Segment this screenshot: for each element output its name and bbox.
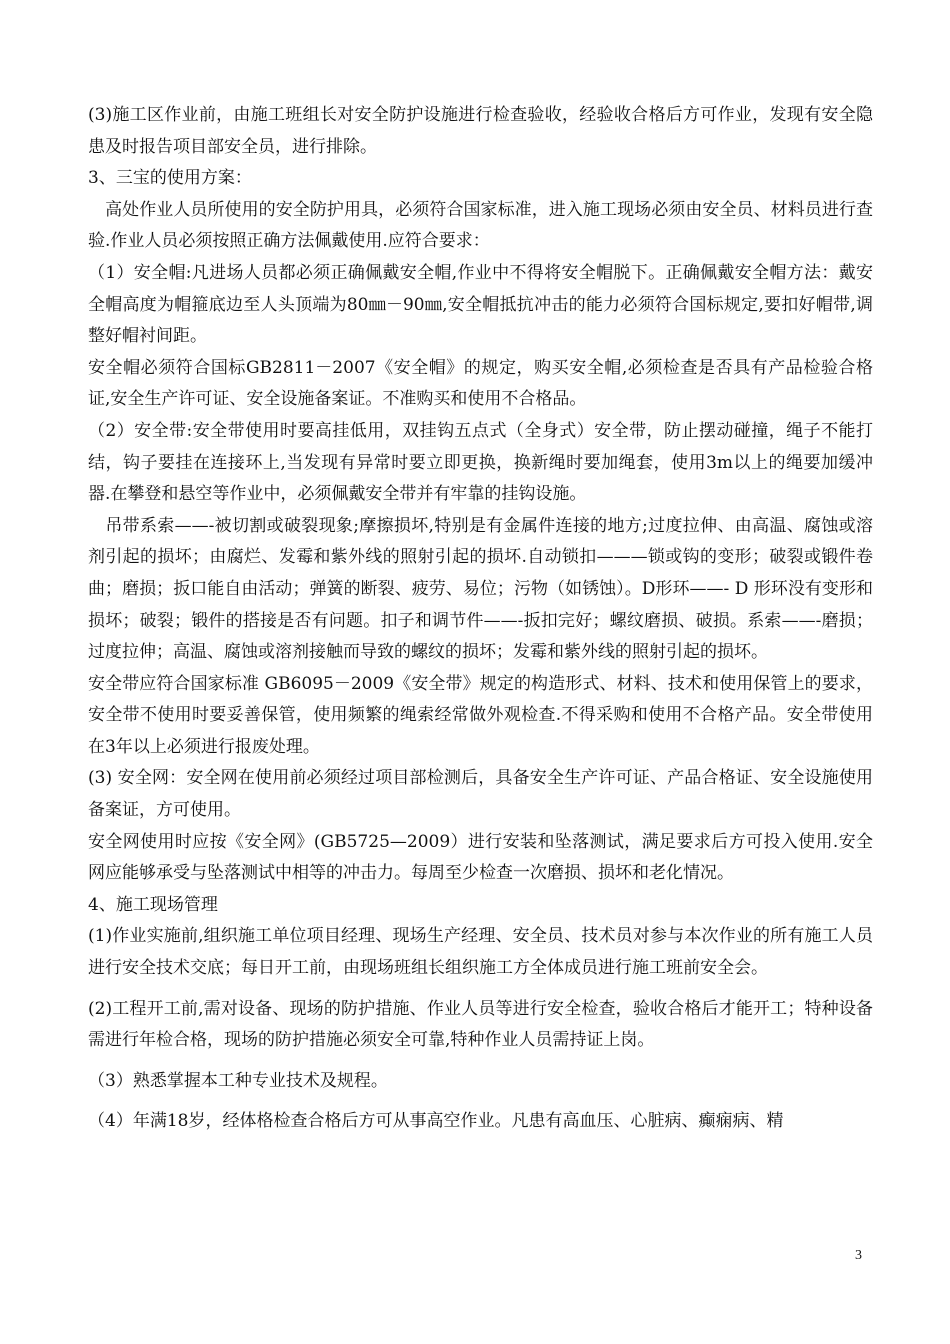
paragraph-safety-belt: （2）安全带:安全带使用时要高挂低用，双挂钩五点式（全身式）安全带，防止摆动碰撞，绳子不能打结，钩子要挂在连接环上,当发现有异常时要立即更换，换新绳时要加绳套，使用3m以上的绳要加缓冲器.在攀登和悬空等作业中，必须佩戴安全带并有牢靠的挂钩设施。 — [88, 420, 873, 505]
paragraph-helmet-standard: 安全帽必须符合国标GB2811－2007《安全帽》的规定，购买安全帽,必须检查是否具有产品检验合格证,安全生产许可证、安全设施备案证。不准购买和使用不合格品。 — [88, 357, 873, 410]
paragraph-master-skills: （3）熟悉掌握本工种专业技术及规程。 — [88, 1070, 388, 1091]
section-heading-three-treasures: 3、三宝的使用方案： — [88, 168, 252, 189]
document-body — [88, 100, 873, 1138]
paragraph-safety-helmet: （1）安全帽:凡进场人员都必须正确佩戴安全帽,作业中不得将安全帽脱下。正确佩戴安全帽方法：戴安全帽高度为帽箍底边至人头顶端为80㎜－90㎜,安全帽抵抗冲击的能力必须符合国标规定,要扣好帽带,调整好帽衬间距。 — [88, 262, 873, 347]
paragraph-net-testing: 安全网使用时应按《安全网》(GB5725—2009）进行安装和坠落测试，满足要求后方可投入使用.安全网应能够承受与坠落测试中相等的冲击力。每周至少检查一次磨损、损坏和老化情况。 — [88, 831, 873, 884]
paragraph-protective-equipment: 高处作业人员所使用的安全防护用具，必须符合国家标准，进入施工现场必须由安全员、材料员进行查验.作业人员必须按照正确方法佩戴使用.应符合要求： — [88, 199, 873, 252]
paragraph-belt-inspection: 吊带系索——-被切割或破裂现象;摩擦损坏,特别是有金属件连接的地方;过度拉伸、由高温、腐蚀或溶剂引起的损坏；由腐烂、发霉和紫外线的照射引起的损坏.自动锁扣———锁或钩的变形；破裂或锻件卷曲；磨损；扳口能自由活动；弹簧的断裂、疲劳、易位；污物（如锈蚀）。D形环——- D 形环没有变形和损坏；破裂；锻件的搭接是否有问题。扣子和调节件——-扳扣完好；螺纹磨损、破损。系索——-磨损；过度拉伸；高温、腐蚀或溶剂接触而导致的螺纹的损坏；发霉和紫外线的照射引起的损坏。 — [88, 515, 873, 663]
page-number: 3 — [855, 1248, 862, 1263]
paragraph-belt-standard: 安全带应符合国家标准 GB6095－2009《安全带》规定的构造形式、材料、技术和使用保管上的要求，安全带不使用时要妥善保管，使用频繁的绳索经常做外观检查.不得采购和使用不合格产品。安全带使用在3年以上必须进行报废处理。 — [88, 673, 873, 757]
paragraph-technical-briefing: (1)作业实施前,组织施工单位项目经理、现场生产经理、安全员、技术员对参与本次作业的所有施工人员进行安全技术交底；每日开工前，由现场班组长组织施工方全体成员进行施工班前安全会。 — [88, 926, 873, 979]
paragraph-pre-start-check: (2)工程开工前,需对设备、现场的防护措施、作业人员等进行安全检查，验收合格后才能开工；特种设备需进行年检合格，现场的防护措施必须安全可靠,特种作业人员需持证上岗。 — [88, 998, 873, 1051]
paragraph-safety-net: (3) 安全网：安全网在使用前必须经过项目部检测后，具备安全生产许可证、产品合格证、安全设施使用备案证，方可使用。 — [88, 768, 873, 821]
paragraph-age-health: （4）年满18岁，经体格检查合格后方可从事高空作业。凡患有高血压、心脏病、癫痫病、精 — [88, 1111, 784, 1132]
section-heading-site-management: 4、施工现场管理 — [88, 894, 218, 915]
paragraph-inspection-acceptance: (3)施工区作业前，由施工班组长对安全防护设施进行检查验收，经验收合格后方可作业，发现有安全隐患及时报告项目部安全员，进行排除。 — [88, 105, 873, 157]
